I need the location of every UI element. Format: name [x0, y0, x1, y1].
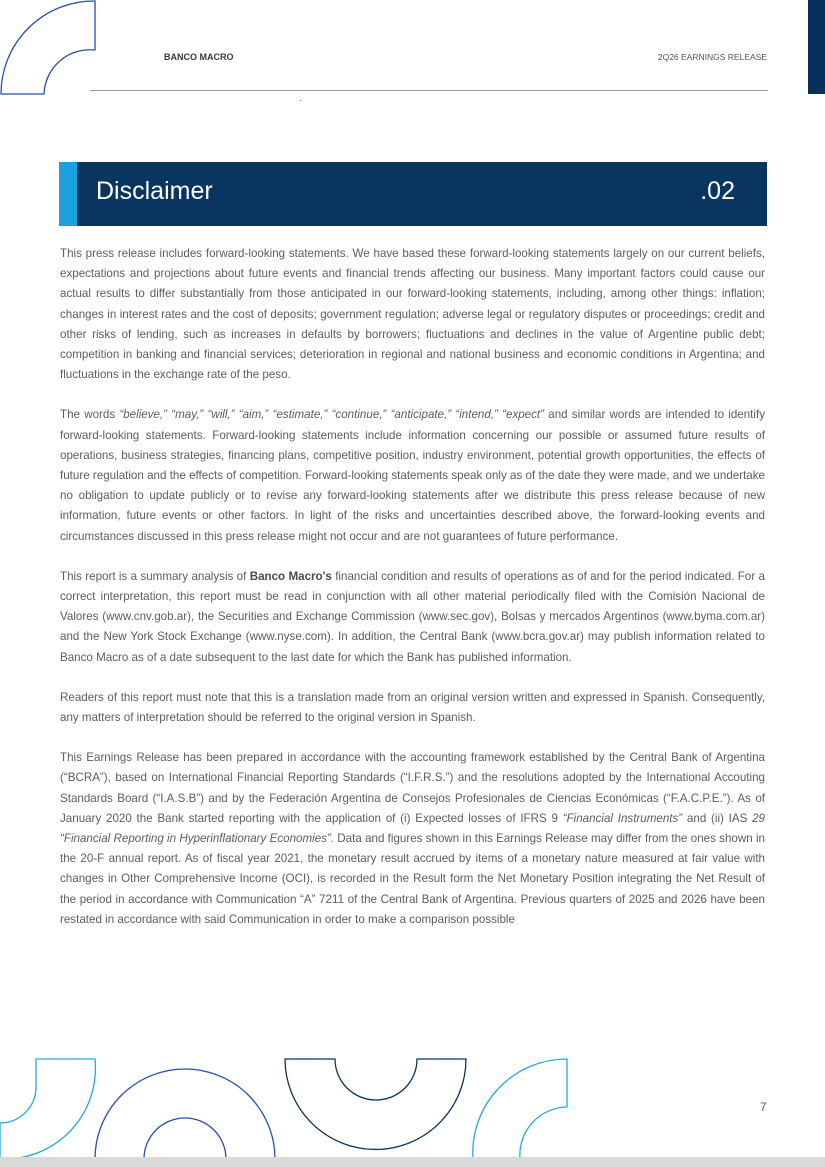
section-banner — [59, 162, 767, 226]
bottom-right-arc — [473, 1059, 567, 1159]
header-dot — [300, 100, 301, 101]
bottom-dark-blue-arch — [95, 1069, 275, 1159]
paragraph-translation: Readers of this report must note that this is a translation made from an original version written and expressed in Spanish. Consequently, any matters of interpretation should be referred to the original version in Spanish. — [60, 690, 765, 725]
paragraph-accounting-framework: This Earnings Release has been prepared in accordance with the accounting framework established by the Central Bank of Argentina (“BCRA”), based on International Financial Reporting Standards (“I.F.R.S.”) and the resolutions adopted by the International Accouting Standards Board (“I.A.S.B”) and by the Federación Argentina de Consejos Profesionales de Ciencias Económicas (“F.A.C.P.E.”). As of January 2020 the Bank started reporting with the application of (i) Expected losses of IFRS 9 “Financial Instruments” and (ii) IAS 29 “Financial Reporting in Hyperinflationary Economies”. Data and figures shown in this Earnings Release may differ from the ones shown in the 20-F annual report. As of fiscal year 2021, the monetary result accrued by items of a monetary nature measured at fair value with changes in Other Comprehensive Income (OCI), is recorded in the Result form the Net Monetary Position integrating the Net Result of the period in accordance with Communication “A” 7211 of the Central Bank of Argentina. Previous quarters of 2025 and 2026 have been restated in accordance with said Communication in order to make a comparison possible — [60, 751, 765, 926]
right-edge-tab — [808, 0, 825, 94]
banner-accent-bar — [59, 162, 77, 226]
header-divider — [90, 90, 768, 91]
header-company: BANCO MACRO — [164, 52, 234, 62]
paragraph-summary-analysis: This report is a summary analysis of Banco Macro's financial condition and results of operations as of and for the period indicated. For a correct interpretation, this report must be read in conjunction with all other material periodically filed with the Comisión Nacional de Valores (www.cnv.gob.ar), the Securities and Exchange Commission (www.sec.gov), Bolsas y mercados Argentinos (www.byma.com.ar) and the New York Stock Exchange (www.nyse.com). In addition, the Central Bank (www.bcra.gov.ar) may publish information related to Banco Macro as of a date subsequent to the last date for which the Bank has published information. — [60, 569, 765, 664]
bottom-decoration — [0, 1055, 600, 1159]
section-title: Disclaimer — [96, 177, 213, 205]
header-report-title: 2Q26 EARNINGS RELEASE — [657, 52, 767, 62]
footer-bar — [0, 1157, 825, 1167]
page-number: 7 — [760, 1100, 767, 1114]
bottom-navy-bowl — [285, 1059, 466, 1149]
section-number: .02 — [700, 177, 735, 205]
bottom-left-arc — [0, 1059, 95, 1159]
paragraph-forward-looking: This press release includes forward-looking statements. We have based these forward-looking statements largely on our current beliefs, expectations and projections about future events and financial trends affecting our business. Many important factors could cause our actual results to differ substantially from those anticipated in our forward-looking statements, including, among other things: inflation; changes in interest rates and the cost of deposits; government regulation; adverse legal or regulatory disputes or proceedings; credit and other risks of lending, such as increases in defaults by borrowers; fluctuations and declines in the value of Argentine public debt; competition in banking and financial services; deterioration in regional and national business and economic conditions in Argentina; and fluctuations in the exchange rate of the peso. — [60, 247, 765, 382]
disclaimer-body — [60, 244, 765, 950]
paragraph-words: The words “believe,” “may,” “will,” “aim,” “estimate,” “continue,” “anticipate,” “intend,” “expect” and similar words are intended to identify forward-looking statements. Forward-looking statements include information concerning our possible or assumed future results of operations, business strategies, financing plans, competitive position, industry environment, potential growth opportunities, the effects of future regulation and the effects of competition. Forward-looking statements speak only as of the date they were made, and we undertake no obligation to update publicly or to revise any forward-looking statements after we distribute this press release because of new information, future events or other factors. In light of the risks and uncertainties described above, the forward-looking events and circumstances discussed in this press release might not occur and are not guarantees of future performance. — [60, 408, 765, 543]
top-left-arc-decoration — [0, 0, 100, 98]
